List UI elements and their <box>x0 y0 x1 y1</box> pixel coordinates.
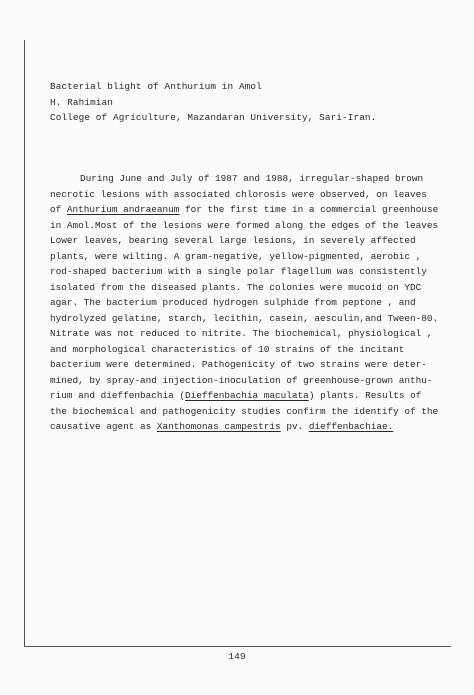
body-line: in Amol.Most of the lesions were formed along the edges of the leaves <box>50 219 439 231</box>
body-line: bacterium were determined. Pathogenicity of two strains were deter- <box>50 359 427 370</box>
abstract-header <box>50 79 376 126</box>
species-name-dieffenbachia: Dieffenbachia maculata <box>185 390 309 401</box>
body-line <box>50 388 438 404</box>
body-text: pv. <box>280 421 309 432</box>
abstract-body <box>50 171 438 435</box>
species-name-anthurium: Anthurium andraeanum <box>66 204 180 215</box>
body-line: hydrolyzed gelatine, starch, lecithin, casein, aesculin,and Tween-80. <box>50 312 439 324</box>
body-line: rod-shaped bacterium with a single polar flagellum was consistently <box>50 266 427 277</box>
body-line: the biochemical and pathogenicity studies confirm the identify of the <box>50 405 439 417</box>
author-affiliation: College of Agriculture, Mazandaran University, Sari-Iran. <box>50 112 377 123</box>
body-text: for the first time in a commercial greenhouse <box>179 204 439 215</box>
body-line: isolated from the diseased plants. The colonies were mucoid on YDC <box>50 281 422 293</box>
body-line: agar. The bacterium produced hydrogen sulphide from peptone , and <box>50 297 416 308</box>
body-line: mined, by spray-and injection-inoculation of greenhouse-grown anthu- <box>50 374 433 386</box>
author-name: H. Rahimian <box>50 96 113 108</box>
abstract-title: Bacterial blight of Anthurium in Amol <box>50 81 262 92</box>
body-line: During June and July of 1987 and 1988, irregular-shaped brown <box>80 173 424 184</box>
body-text: rium and dieffenbachia ( <box>50 390 186 401</box>
body-line: necrotic lesions with associated chlorosis were observed, on leaves <box>50 188 427 200</box>
body-text: ) plants. Results of <box>308 390 422 401</box>
pathovar-name: dieffenbachiae. <box>308 421 394 432</box>
species-name-xanthomonas: Xanthomonas campestris <box>156 421 281 432</box>
body-line: Nitrate was not reduced to nitrite. The biochemical, physiological , <box>50 328 433 339</box>
body-line <box>50 419 438 435</box>
body-line: Lower leaves, bearing several large lesions, in severely affected <box>50 235 416 246</box>
page-number: 149 <box>228 651 246 662</box>
body-line: and morphological characteristics of 10 strains of the incitant <box>50 343 405 355</box>
body-line: plants, were wilting. A gram-negative, yellow-pigmented, aerobic , <box>50 250 422 262</box>
body-line <box>50 202 438 218</box>
body-text: of <box>50 204 67 215</box>
body-text: causative agent as <box>50 421 157 432</box>
